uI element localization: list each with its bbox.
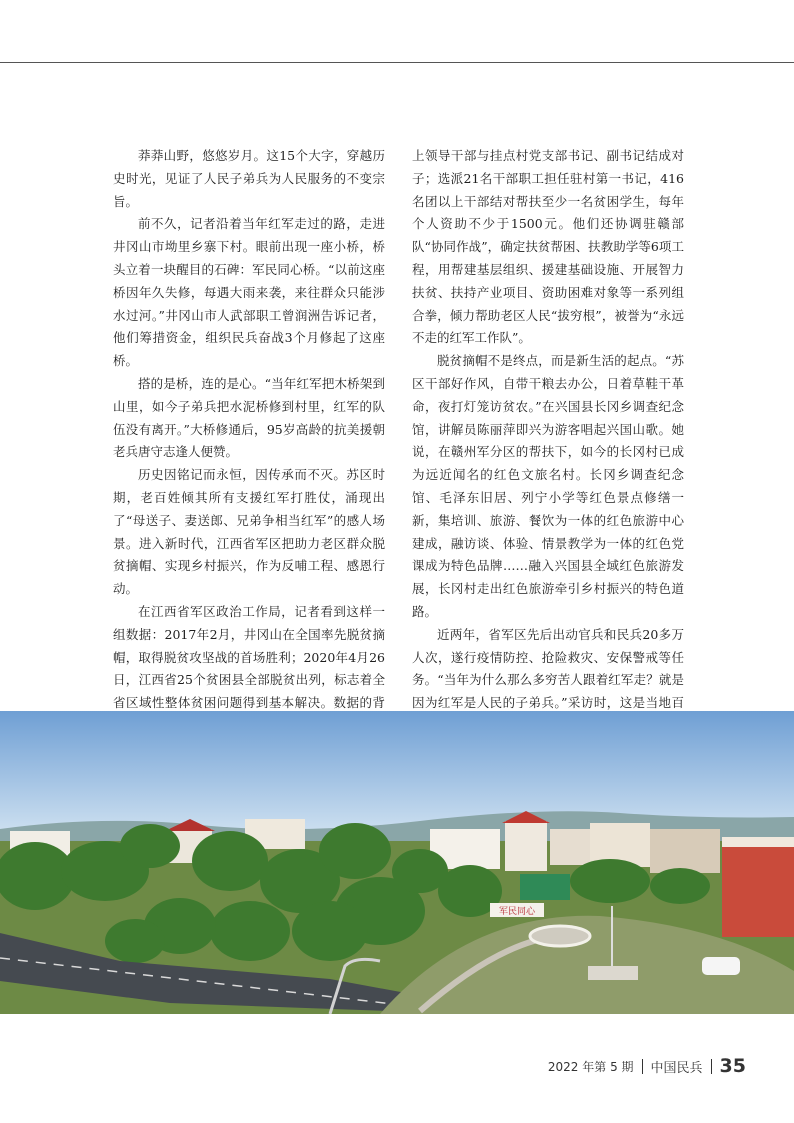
- paragraph: 在江西省军区政治工作局，记者看到这样一组数据：2017年2月，井冈山在全国率先脱贫摘帽，取得脱贫攻坚战的首场胜利；2020年4月26日，江西省25个贫困县全部脱贫出列，标志着全省区域性整体贫困问题得到基本解决。数据的背: [113, 603, 385, 711]
- white-car: [702, 957, 740, 975]
- paragraph: 前不久，记者沿着当年红军走过的路，走进井冈山市坳里乡寨下村。眼前出现一座小桥，桥头立着一块醒目的石碑：军民同心桥。“以前这座桥因年久失修，每遇大雨来袭，来往群众只能涉水过河。”井冈山市人武部职工曾润洲告诉记者，他们筹措资金，组织民兵奋战3个月修起了这座桥。: [113, 216, 385, 369]
- footer-divider: [642, 1059, 643, 1074]
- paragraph: 历史因铭记而永恒，因传承而不灭。苏区时期，老百姓倾其所有支援红军打胜仗，涌现出了“母送子、妻送郎、兄弟争相当红军”的感人场景。进入新时代，江西省军区把助力老区群众脱贫摘帽、实现乡村振兴，作为反哺工程、感恩行动。: [113, 467, 385, 597]
- page-number: 35: [719, 1055, 746, 1077]
- paragraph: 脱贫摘帽不是终点，而是新生活的起点。“苏区干部好作风，自带干粮去办公，日着草鞋干革命，夜打灯笼访贫农。”在兴国县长冈乡调查纪念馆，讲解员陈丽萍即兴为游客唱起兴国山歌。她说，在赣州军分区的帮扶下，如今的长冈村已成为远近闻名的红色文旅名村。长冈乡调查纪念馆、毛泽东旧居、列宁小学等红色景点修缮一新，集培训、旅游、餐饮为一体的红色旅游中心建成，融访谈、体验、情景教学为一体的红色党课成为特色品牌……融入兴国县全域红色旅游发展，长冈村走出红色旅游牵引乡村振兴的特色道路。: [412, 353, 684, 619]
- article-left-column: [113, 145, 385, 806]
- page-footer: [548, 1055, 746, 1077]
- central-fountain: [530, 926, 590, 946]
- village-panorama-photo: [0, 711, 794, 1014]
- magazine-name: 中国民兵: [650, 1060, 703, 1076]
- paragraph-text: 近两年，省军区先后出动官兵和民兵20多万人次，遂行疫情防控、抢险救灾、安保警戒等任务。“当年为什么那么多穷苦人跟着红军走？就是因为红军是人民的子弟兵。”采访时，这是当地百: [412, 626, 684, 711]
- footer-divider: [711, 1059, 712, 1074]
- plaza-sign-text: 军民同心: [498, 906, 536, 916]
- top-rule: [0, 62, 794, 63]
- paragraph-continued: 上领导干部与挂点村党支部书记、副书记结成对子；选派21名干部职工担任驻村第一书记，416名团以上干部结对帮扶至少一名贫困学生，每年个人资助不少于1500元。他们还协调驻赣部队“协同作战”，确定扶贫帮困、扶教助学等6项工程，用帮建基层组织、援建基础设施、开展智力扶贫、扶持产业项目、资助困难对象等一系列组合拳，倾力帮助老区人民“拔穷根”，被誉为“永远不走的红军工作队”。: [412, 148, 684, 346]
- green-wall: [520, 874, 570, 900]
- issue-label: 2022 年第 5 期: [547, 1059, 634, 1074]
- paragraph: 莽莽山野，悠悠岁月。这15个大字，穿越历史时光，见证了人民子弟兵为人民服务的不变宗旨。: [113, 148, 385, 209]
- paragraph: 搭的是桥，连的是心。“当年红军把木桥架到山里，如今子弟兵把水泥桥修到村里，红军的队伍没有离开。”大桥修通后，95岁高龄的抗美援朝老兵唐守志逢人便赞。: [113, 375, 385, 460]
- article-right-column: [412, 145, 684, 761]
